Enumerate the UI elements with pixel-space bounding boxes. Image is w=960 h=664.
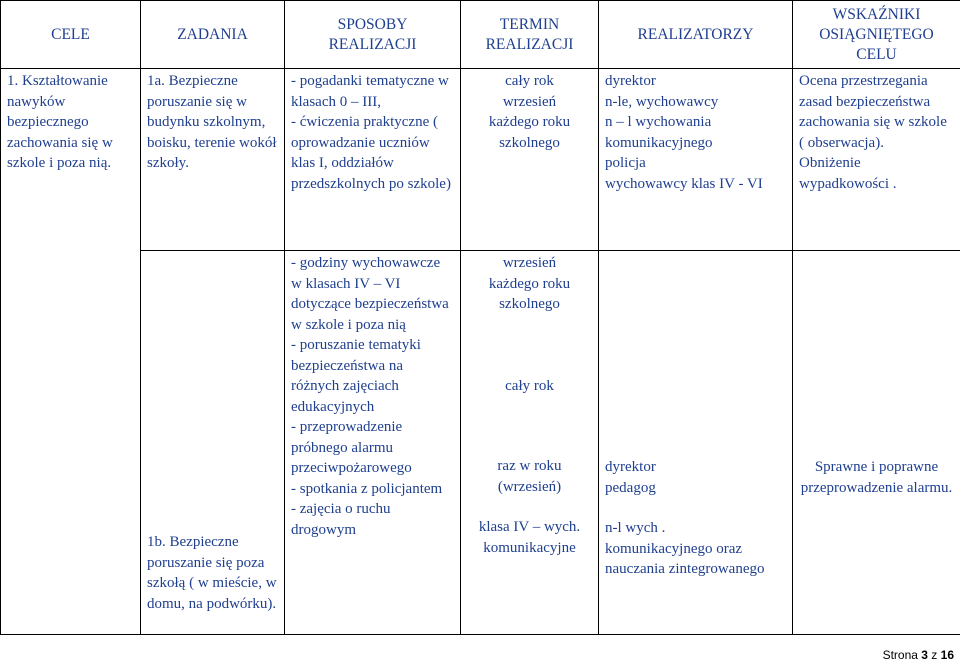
header-zadania: ZADANIA	[141, 1, 285, 69]
termin-1a-cell: cały rok wrzesień każdego roku szkolnego	[461, 69, 599, 251]
sposoby-1b-cell: - godziny wychowawcze w klasach IV – VI dotyczące bezpieczeństwa w szkole i poza nią - poruszanie tematyki bezpieczeństwa na różnych zajęciach edukacyjnych - przeprowadzenie próbnego alarmu przeciwpożarowego - spotkania z policjantem - zajęcia o ruchu drogowym	[285, 251, 461, 635]
header-wskazniki: WSKAŹNIKI OSIĄGNIĘTEGO CELU	[793, 1, 960, 69]
termin-1b-a: wrzesień każdego roku szkolnego	[488, 255, 571, 312]
realizatorzy-1a-cell: dyrektor n-le, wychowawcy n – l wychowania komunikacyjnego policja wychowawcy klas IV - VI	[599, 69, 793, 251]
table-row	[1, 69, 960, 251]
header-termin: TERMIN REALIZACJI	[461, 1, 599, 69]
wskazniki-1a-cell: Ocena przestrzegania zasad bezpieczeństwa zachowania się w szkole ( obserwacja). Obniżenie wypadkowości .	[793, 69, 960, 251]
zadanie-1a-cell: 1a. Bezpieczne poruszanie się w budynku szkolnym, boisku, terenie wokół szkoły.	[141, 69, 285, 251]
cel-cell: 1. Kształtowanie nawyków bezpiecznego zachowania się w szkole i poza nią.	[1, 69, 141, 635]
termin-1b-d: klasa IV – wych. komunikacyjne	[478, 519, 581, 556]
footer-total: 16	[940, 648, 954, 662]
footer-page: 3	[921, 648, 928, 662]
realizatorzy-1b-a: dyrektor pedagog	[605, 459, 656, 496]
header-realizatorzy: REALIZATORZY	[599, 1, 793, 69]
termin-1b-c: raz w roku (wrzesień)	[497, 458, 562, 495]
sposoby-1a-cell: - pogadanki tematyczne w klasach 0 – III, - ćwiczenia praktyczne ( oprowadzanie uczniów klas I, oddziałów przedszkolnych po szkole)	[285, 69, 461, 251]
header-sposoby: SPOSOBY REALIZACJI	[285, 1, 461, 69]
wskazniki-1b-cell	[793, 251, 960, 635]
wskazniki-1b-text: Sprawne i poprawne przeprowadzenie alarmu.	[800, 459, 953, 496]
realizatorzy-1b-b: n-l wych . komunikacyjnego oraz nauczania zintegrowanego	[605, 520, 765, 577]
page-footer	[883, 648, 954, 662]
table-row	[1, 251, 960, 635]
footer-mid: z	[927, 648, 941, 662]
termin-1b-b: cały rok	[505, 377, 554, 394]
realizatorzy-1b-cell	[599, 251, 793, 635]
footer-prefix: Strona	[882, 648, 922, 662]
zadanie-1b-cell: 1b. Bezpieczne poruszanie się poza szkołą ( w mieście, w domu, na podwórku).	[141, 251, 285, 635]
termin-1b-cell	[461, 251, 599, 635]
header-row	[1, 1, 960, 69]
header-cele: CELE	[1, 1, 141, 69]
